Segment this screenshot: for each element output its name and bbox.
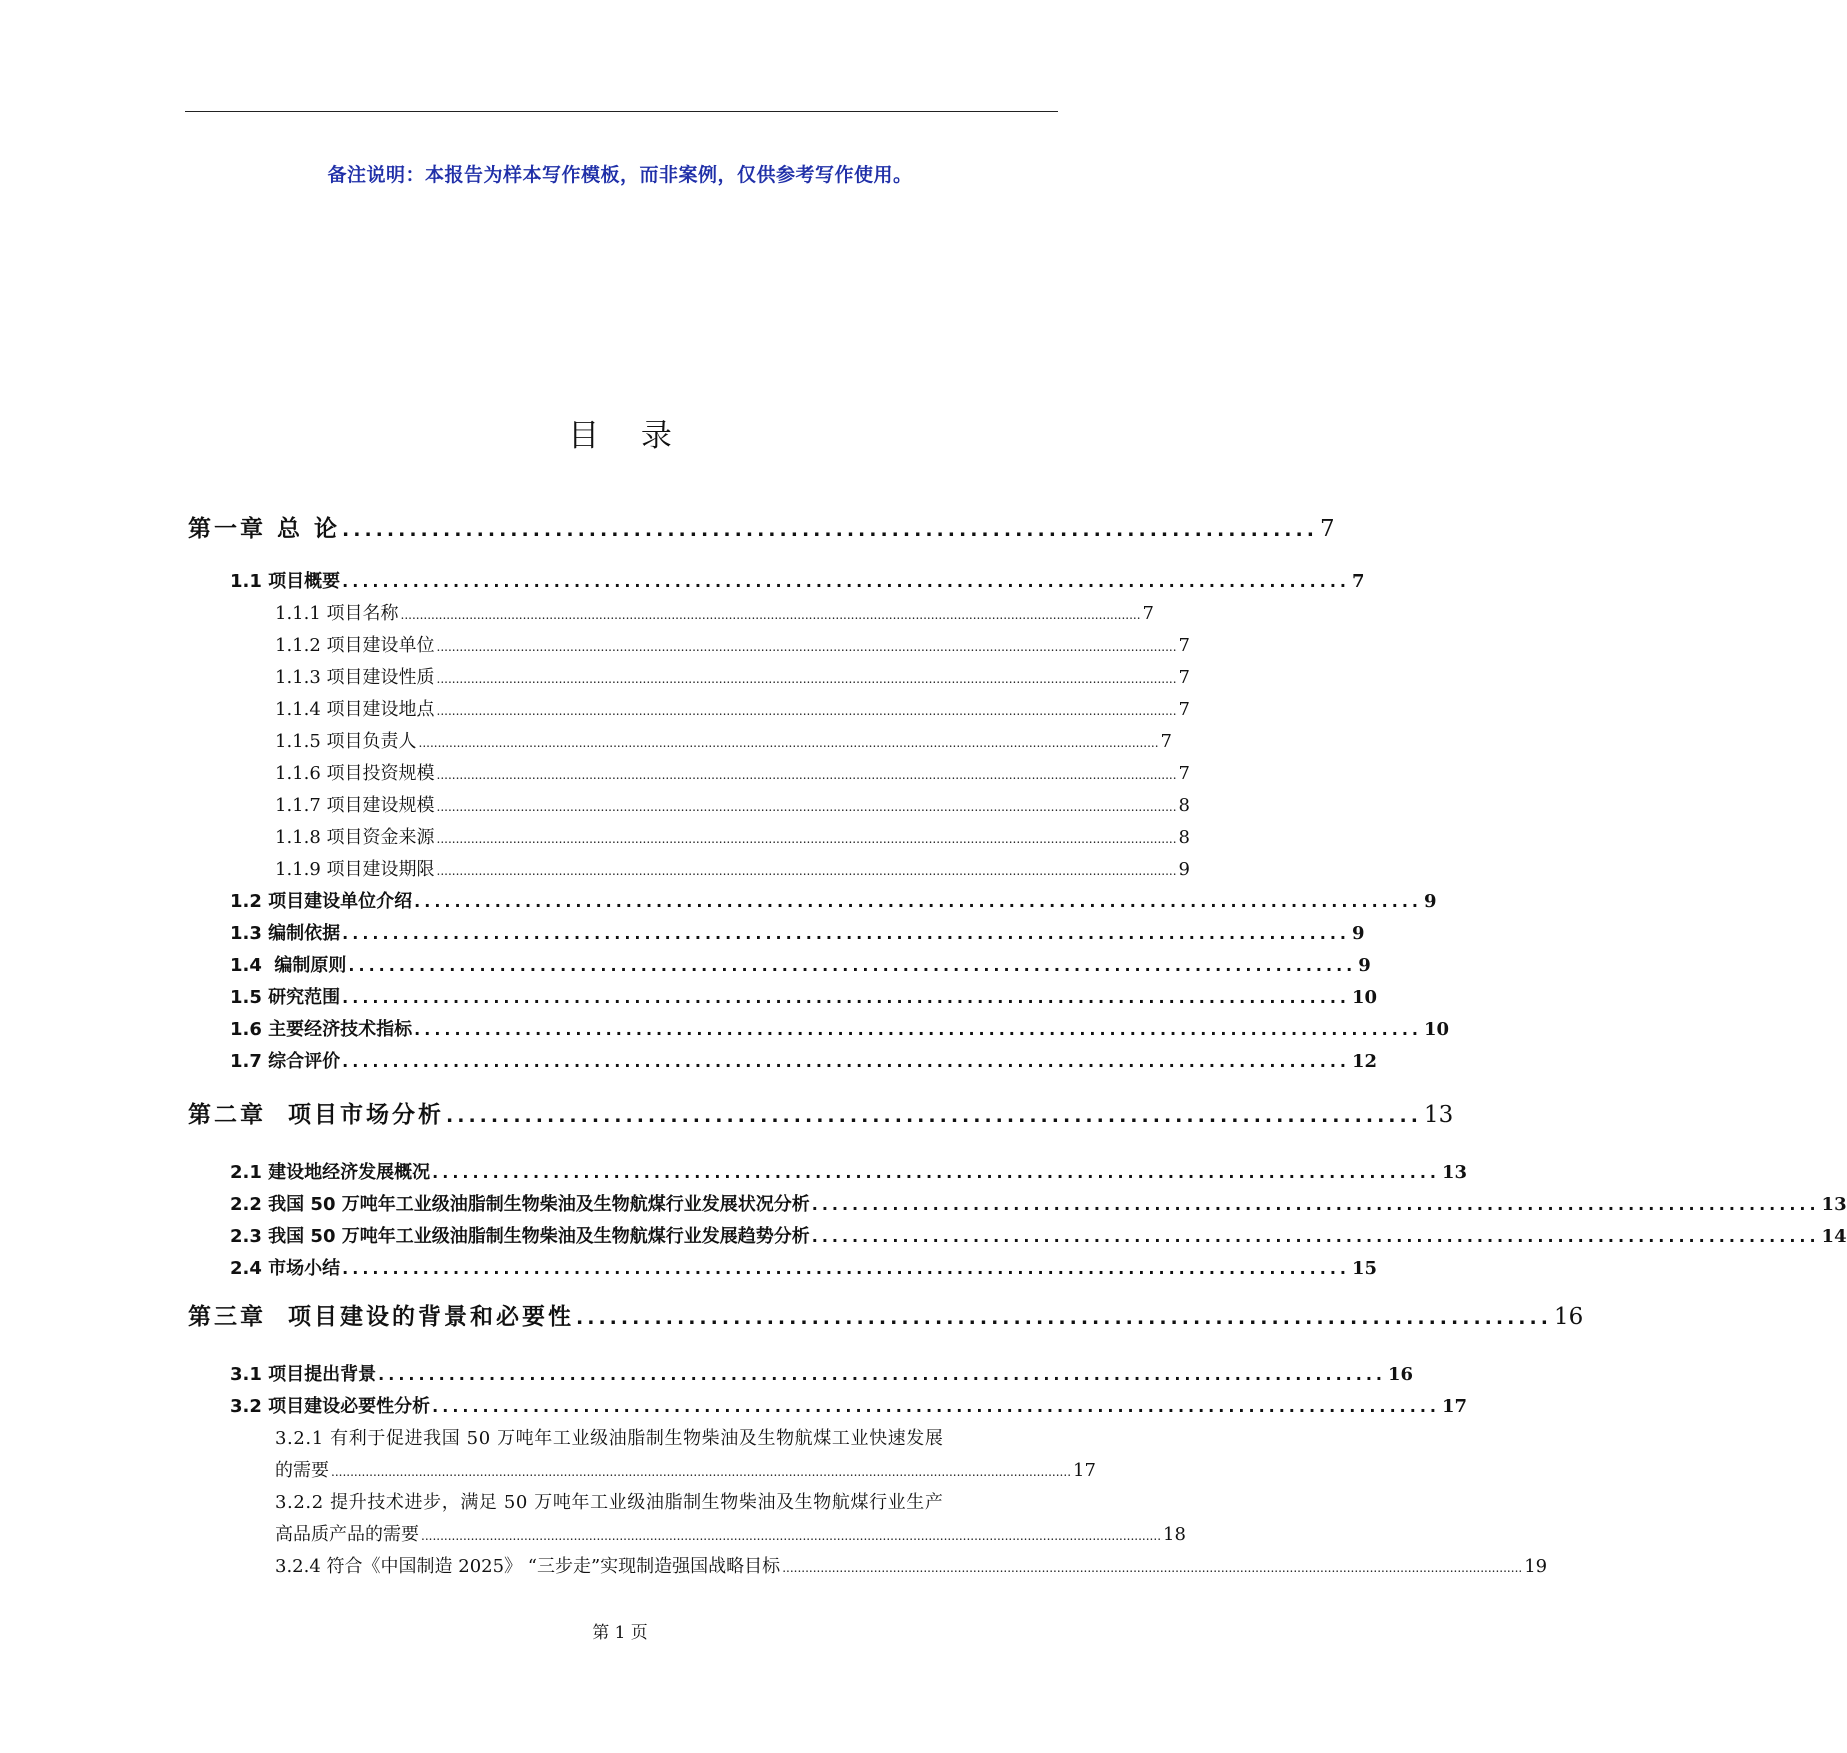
toc-page-number: 12 [1351,1051,1378,1072]
toc-section-1-3[interactable] [230,919,1365,945]
toc-entry-label: 1.1.3 项目建设性质 [275,667,435,688]
toc-entry-label: 1.1.5 项目负责人 [275,731,417,752]
toc-leader: .................................................................................................... [342,1052,1350,1071]
toc-page-number: 16 [1553,1304,1584,1330]
toc-page-number: 19 [1524,1556,1548,1577]
toc-entry-label: 2.4 市场小结 [230,1258,341,1279]
toc-subsection-1-1-7[interactable] [275,791,1190,817]
toc-leader: .................................................................................................... [811,1195,1820,1214]
toc-leader: .................................................................................................................................................................................................. [436,832,1177,846]
toc-entry-label: 3.2.4 符合《中国制造 2025》 “三步走”实现制造强国战略目标 [275,1556,781,1577]
toc-subsection-1-1-3[interactable] [275,663,1190,689]
toc-entry-label: 1.1.2 项目建设单位 [275,635,435,656]
toc-entry-label: 1.3 编制依据 [230,923,341,944]
toc-subsection-3-2-4[interactable] [275,1552,1548,1578]
toc-title: 目 录 [568,418,688,454]
toc-subsection-1-1-9[interactable] [275,855,1190,881]
toc-leader: .................................................................................................... [342,924,1350,943]
toc-page-number: 16 [1387,1364,1414,1385]
toc-section-3-1[interactable] [230,1360,1414,1386]
toc-page-number: 10 [1351,987,1378,1008]
toc-page-number: 7 [1178,667,1190,688]
toc-entry-label: 1.1.1 项目名称 [275,603,399,624]
toc-leader: .................................................................................................... [811,1227,1820,1246]
toc-leader: .................................................................................................... [342,572,1350,591]
toc-entry-label: 1.1.6 项目投资规模 [275,763,435,784]
toc-leader: .................................................................................................................................................................................................. [782,1561,1523,1575]
toc-page-number: 7 [1178,699,1190,720]
toc-leader: .................................................................................................................................................................................................. [436,672,1177,686]
toc-page-number: 7 [1142,603,1154,624]
toc-section-2-2[interactable] [230,1190,1847,1216]
toc-page-number: 13 [1423,1102,1454,1128]
toc-page-number: 14 [1821,1226,1847,1247]
toc-chapter-3[interactable] [188,1298,1584,1331]
toc-leader: .................................................................................................... [348,956,1357,975]
toc-subsection-1-1-2[interactable] [275,631,1190,657]
toc-leader: .................................................................................................... [378,1365,1386,1384]
toc-entry-label: 1.1.7 项目建设规模 [275,795,435,816]
toc-leader: ....................................................................................... [446,1105,1422,1127]
toc-entry-label: 1.6 主要经济技术指标 [230,1019,413,1040]
toc-leader: .................................................................................................................................................................................................. [436,800,1177,814]
toc-section-3-2[interactable] [230,1392,1468,1418]
toc-entry-label: 1.1 项目概要 [230,571,341,592]
toc-entry-label: 第三章 项目建设的背景和必要性 [188,1304,575,1330]
toc-section-1-1[interactable] [230,567,1365,593]
toc-page-number: 15 [1351,1258,1378,1279]
toc-subsection-3-2-1-line1[interactable]: 3.2.1 有利于促进我国 50 万吨年工业级油脂制生物柴油及生物航煤工业快速发展 [275,1428,944,1449]
toc-subsection-1-1-1[interactable] [275,599,1154,625]
toc-page-number: 8 [1178,795,1190,816]
toc-section-1-7[interactable] [230,1047,1378,1073]
toc-subsection-1-1-5[interactable] [275,727,1172,753]
toc-chapter-1[interactable] [188,510,1335,543]
toc-leader: .................................................................................................................................................................................................. [418,736,1159,750]
toc-entry-label: 2.1 建设地经济发展概况 [230,1162,431,1183]
toc-section-1-2[interactable] [230,887,1437,913]
toc-page-number: 7 [1178,763,1190,784]
toc-entry-label: 1.2 项目建设单位介绍 [230,891,413,912]
toc-leader: .................................................................................................... [414,1020,1422,1039]
toc-leader: .................................................................................................... [414,892,1422,911]
toc-section-1-4[interactable] [230,951,1371,977]
toc-entry-label: 第一章 总 论 [188,516,341,542]
toc-page-number: 9 [1423,891,1437,912]
toc-section-2-1[interactable] [230,1158,1468,1184]
toc-page-number: 7 [1178,635,1190,656]
toc-entry-label: 3.2 项目建设必要性分析 [230,1396,431,1417]
toc-subsection-1-1-4[interactable] [275,695,1190,721]
toc-entry-label: 1.7 综合评价 [230,1051,341,1072]
toc-leader: .................................................................................................................................................................................................. [436,768,1177,782]
toc-page-number: 7 [1160,731,1172,752]
toc-leader: .................................................................................................... [342,988,1350,1007]
toc-leader: .................................................................................................................................................................................................. [421,1529,1162,1543]
toc-page-number: 17 [1073,1460,1096,1481]
toc-subsection-3-2-2[interactable] [275,1520,1186,1546]
toc-subsection-1-1-8[interactable] [275,823,1190,849]
toc-entry-label: 高品质产品的需要 [275,1524,419,1545]
toc-entry-label: 1.4 编制原则 [230,955,347,976]
toc-entry-label: 2.3 我国 50 万吨年工业级油脂制生物柴油及生物航煤行业发展趋势分析 [230,1226,810,1247]
toc-page-number: 7 [1351,571,1365,592]
toc-entry-label: 1.1.4 项目建设地点 [275,699,435,720]
toc-section-2-3[interactable] [230,1222,1847,1248]
toc-page-number: 17 [1441,1396,1468,1417]
toc-entry-label: 2.2 我国 50 万吨年工业级油脂制生物柴油及生物航煤行业发展状况分析 [230,1194,810,1215]
toc-page-number: 10 [1423,1019,1450,1040]
toc-leader: .................................................................................................................................................................................................. [436,640,1177,654]
toc-subsection-3-2-1[interactable] [275,1456,1096,1482]
toc-section-2-4[interactable] [230,1254,1378,1280]
toc-leader: .................................................................................................... [432,1163,1440,1182]
toc-entry-label: 1.5 研究范围 [230,987,341,1008]
toc-entry-label: 1.1.9 项目建设期限 [275,859,435,880]
toc-entry-label: 第二章 项目市场分析 [188,1102,445,1128]
toc-page-number: 9 [1178,859,1190,880]
toc-entry-label: 3.1 项目提出背景 [230,1364,377,1385]
toc-leader: ....................................................................................... [576,1307,1552,1329]
toc-section-1-6[interactable] [230,1015,1450,1041]
toc-leader: ....................................................................................... [342,519,1318,541]
toc-page-number: 9 [1358,955,1371,976]
toc-leader: .................................................................................................................................................................................................. [436,704,1177,718]
toc-leader: .................................................................................................................................................................................................. [331,1465,1072,1479]
toc-page-number: 7 [1319,516,1335,542]
toc-subsection-1-1-6[interactable] [275,759,1190,785]
toc-entry-label: 1.1.8 项目资金来源 [275,827,435,848]
header-rule [185,111,1058,112]
toc-leader: .................................................................................................... [342,1259,1350,1278]
toc-page-number: 13 [1441,1162,1468,1183]
page-footer: 第 1 页 [592,1623,648,1643]
toc-leader: .................................................................................................................................................................................................. [400,608,1141,622]
toc-leader: .................................................................................................................................................................................................. [436,864,1177,878]
toc-page-number: 9 [1351,923,1365,944]
toc-section-1-5[interactable] [230,983,1378,1009]
toc-subsection-3-2-2-line1[interactable]: 3.2.2 提升技术进步，满足 50 万吨年工业级油脂制生物柴油及生物航煤行业生产 [275,1492,944,1513]
toc-chapter-2[interactable] [188,1096,1454,1129]
toc-page-number: 18 [1163,1524,1186,1545]
toc-page-number: 8 [1178,827,1190,848]
toc-entry-label: 的需要 [275,1460,329,1481]
toc-leader: .................................................................................................... [432,1397,1440,1416]
template-notice: 备注说明：本报告为样本写作模板，而非案例，仅供参考写作使用。 [327,164,913,186]
toc-page-number: 13 [1821,1194,1847,1215]
